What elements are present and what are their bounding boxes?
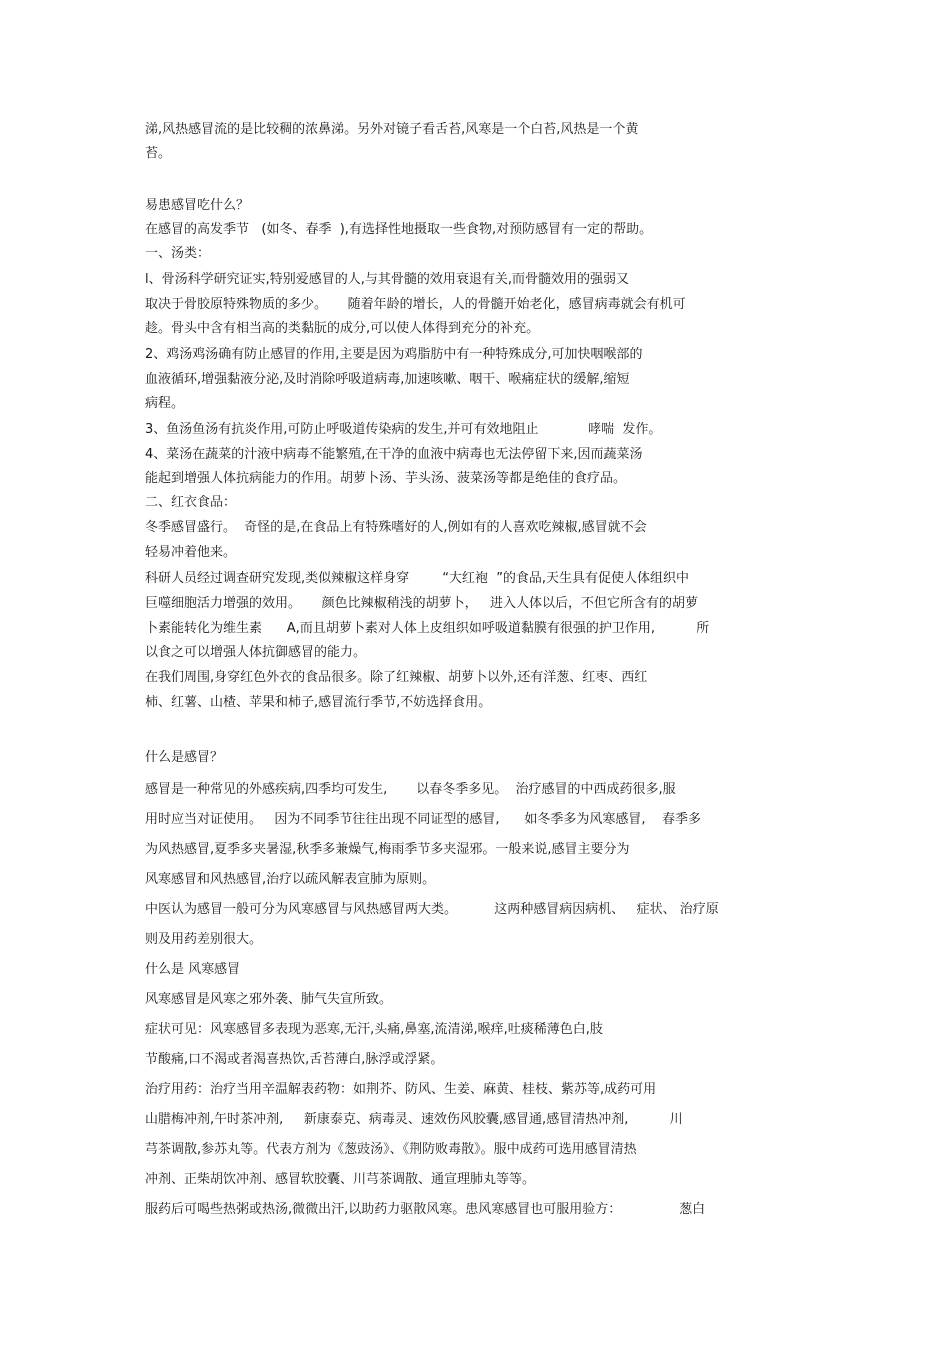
text-line: 病程。 (145, 396, 185, 411)
section-heading: 什么是感冒？ (145, 750, 224, 765)
text-line: 血液循环,增强黏液分泌,及时消除呼吸道病毒,加速咳嗽、咽干、喉痛症状的缓解,缩短 (145, 372, 630, 387)
text-line: 症状可见：风寒感冒多表现为恶寒,无汗,头痛,鼻塞,流清涕,喉痒,吐痰稀薄色白,肢 (145, 1022, 603, 1037)
text-line: 治疗用药：治疗当用辛温解表药物：如荆芥、防风、生姜、麻黄、桂枝、紫苏等,成药可用 (145, 1082, 657, 1097)
text-line: 为风热感冒,夏季多夹暑湿,秋季多兼燥气,梅雨季节多夹湿邪。一般来说,感冒主要分为 (145, 842, 630, 857)
section-heading: 易患感冒吃什么？ (145, 198, 250, 213)
text-line: 芎茶调散,参苏丸等。代表方剂为《葱豉汤》、《荆防败毒散》。服中成药可选用感冒清热 (145, 1142, 637, 1157)
section-heading: 什么是 风寒感冒 (145, 962, 241, 977)
text-line: 在感冒的高发季节 (如冬、春季 ),有选择性地摄取一些食物,对预防感冒有一定的帮助。 (145, 222, 653, 237)
text-line: 感冒是一种常见的外感疾病,四季均可发生, 以春冬季多见。 治疗感冒的中西成药很多,服 (145, 782, 676, 797)
section-heading: 一、汤类： (145, 246, 211, 261)
text-line: 苔。 (145, 146, 172, 161)
text-line: 冬季感冒盛行。 奇怪的是,在食品上有特殊嗜好的人,例如有的人喜欢吃辣椒,感冒就不会 (145, 520, 647, 535)
text-line: 服药后可喝些热粥或热汤,微微出汗,以助药力驱散风寒。患风寒感冒也可服用验方： 葱白 (145, 1202, 706, 1217)
text-line: 冲剂、正柴胡饮冲剂、感冒软胶囊、川芎茶调散、通宣理肺丸等等。 (145, 1172, 536, 1187)
text-line: 山腊梅冲剂,午时茶冲剂, 新康泰克、病毒灵、速效伤风胶囊,感冒通,感冒清热冲剂, 川 (145, 1112, 683, 1127)
text-line: 4、菜汤在蔬菜的汁液中病毒不能繁殖,在干净的血液中病毒也无法停留下来,因而蔬菜汤 (145, 447, 643, 462)
text-line: 巨噬细胞活力增强的效用。 颜色比辣椒稍浅的胡萝卜， 进入人体以后，不但它所含有的胡萝 (145, 596, 699, 611)
text-line: l、骨汤科学研究证实,特别爱感冒的人,与其骨髓的效用衰退有关,而骨髓效用的强弱又 (145, 272, 630, 287)
text-line: 中医认为感冒一般可分为风寒感冒与风热感冒两大类。 这两种感冒病因病机、 症状、 治疗原 (145, 902, 719, 917)
text-line: 取决于骨胶原特殊物质的多少。 随着年龄的增长，人的骨髓开始老化，感冒病毒就会有机可 (145, 297, 686, 312)
text-line: 3、鱼汤鱼汤有抗炎作用,可防止呼吸道传染病的发生,并可有效地阻止 哮喘 发作。 (145, 422, 662, 437)
text-line: 则及用药差别很大。 (145, 932, 263, 947)
text-line: 能起到增强人体抗病能力的作用。胡萝卜汤、芋头汤、菠菜汤等都是绝佳的食疗品。 (145, 471, 627, 486)
text-line: 风寒感冒是风寒之邪外袭、肺气失宣所致。 (145, 992, 393, 1007)
text-line: 趁。骨头中含有相当高的类黏朊的成分,可以使人体得到充分的补充。 (145, 321, 540, 336)
section-heading: 二、红衣食品： (145, 495, 237, 510)
text-line: 科研人员经过调查研究发现,类似辣椒这样身穿 “大红袍 ”的食品,天生具有促使人体组织中 (145, 571, 690, 586)
text-line: 用时应当对证使用。 因为不同季节往往出现不同证型的感冒, 如冬季多为风寒感冒, 春季多 (145, 812, 701, 827)
text-line: 2、鸡汤鸡汤确有防止感冒的作用,主要是因为鸡脂肪中有一种特殊成分,可加快咽喉部的 (145, 347, 643, 362)
text-line: 轻易冲着他来。 (145, 545, 237, 560)
text-line: 卜素能转化为维生素 A,而且胡萝卜素对人体上皮组织如呼吸道黏膜有很强的护卫作用, 所 (145, 621, 710, 636)
text-line: 以食之可以增强人体抗御感冒的能力。 (145, 645, 367, 660)
text-line: 涕,风热感冒流的是比较稠的浓鼻涕。另外对镜子看舌苔,风寒是一个白苔,风热是一个黄 (145, 122, 639, 137)
text-line: 在我们周围,身穿红色外衣的食品很多。除了红辣椒、胡萝卜以外,还有洋葱、红枣、西红 (145, 670, 648, 685)
text-line: 风寒感冒和风热感冒,治疗以疏风解表宣肺为原则。 (145, 872, 436, 887)
text-line: 柿、红薯、山楂、苹果和柿子,感冒流行季节,不妨选择食用。 (145, 695, 492, 710)
text-line: 节酸痛,口不渴或者渴喜热饮,舌苔薄白,脉浮或浮紧。 (145, 1052, 444, 1067)
